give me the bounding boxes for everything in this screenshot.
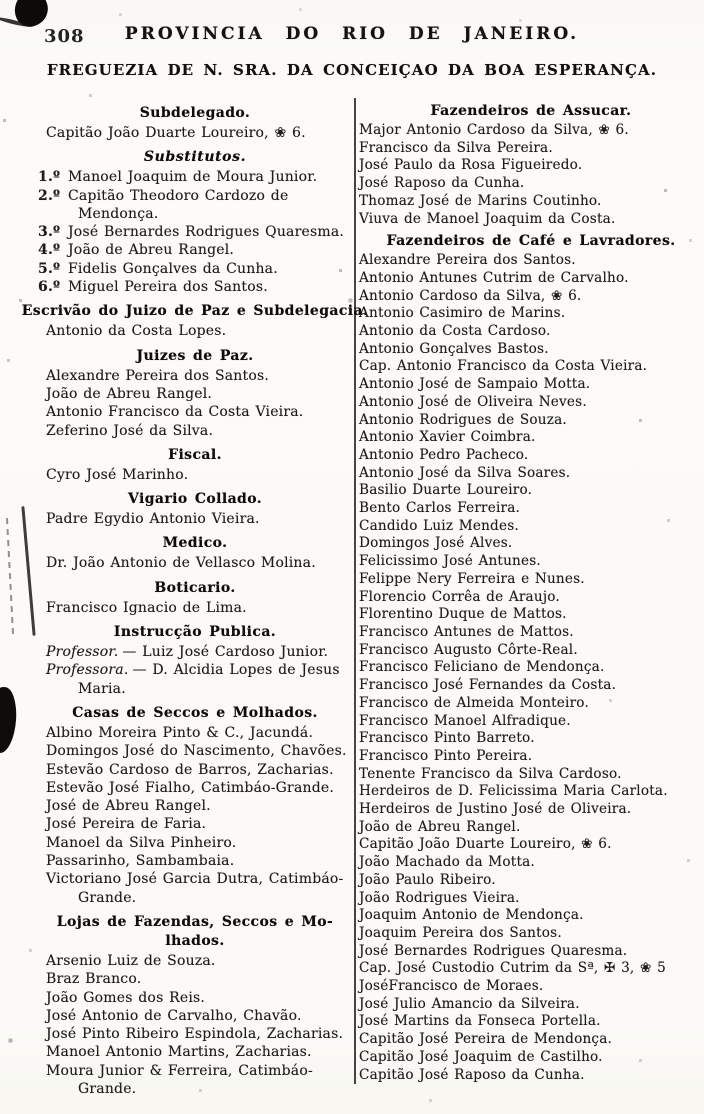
list-item xyxy=(36,510,354,528)
list-item xyxy=(359,122,703,140)
list-item xyxy=(36,1025,354,1043)
list-item xyxy=(36,385,354,403)
list-item xyxy=(36,834,354,852)
item-text: Joaquim Antonio de Mendonça. xyxy=(359,907,584,924)
item-number: 2.º xyxy=(38,187,61,204)
list-item xyxy=(359,270,703,288)
item-text: Francisco Pinto Barreto. xyxy=(359,730,535,747)
list-item xyxy=(359,624,703,642)
list-item xyxy=(36,815,354,833)
item-text: Francisco Antunes de Mattos. xyxy=(359,623,574,640)
item-text: Joaquim Pereira dos Santos. xyxy=(359,924,562,941)
item-text: Alexandre Pereira dos Santos. xyxy=(46,367,270,384)
list-item xyxy=(36,870,354,907)
item-number: 6.º xyxy=(38,279,61,296)
item-text: Miguel Pereira dos Santos. xyxy=(68,279,268,296)
list-item xyxy=(359,465,703,483)
list-item xyxy=(359,659,703,677)
item-text: Domingos José do Nascimento, Chavões. xyxy=(46,743,347,760)
item-text: Zeferino José da Silva. xyxy=(46,422,214,439)
list-item xyxy=(359,500,703,518)
item-text: Moura Junior & Ferreira, Catimbáo-Grande. xyxy=(46,1062,313,1097)
item-text: — D. Alcidia Lopes de Jesus Maria. xyxy=(78,662,340,697)
list-item xyxy=(36,599,354,617)
list-item xyxy=(359,535,703,553)
item-text: Antonio Gonçalves Bastos. xyxy=(359,340,549,357)
page-title: FREGUEZIA DE N. SRA. DA CONCEIÇAO DA BOA ESPERANÇA. xyxy=(46,61,658,79)
list-item xyxy=(36,187,354,224)
item-text: Passarinho, Sambambaia. xyxy=(46,853,235,870)
list-item xyxy=(36,168,354,186)
list-item xyxy=(36,1043,354,1061)
section-heading: Fazendeiros de Café e Lavradores. xyxy=(386,233,676,250)
list-item xyxy=(359,978,703,996)
item-text: Capitão José Pereira de Mendonça. xyxy=(359,1031,613,1048)
list-item xyxy=(359,288,703,306)
item-role-label: Professora. xyxy=(46,662,129,679)
item-text: Major Antonio Cardoso da Silva, ❀ 6. xyxy=(359,122,629,138)
item-text: Francisco José Fernandes da Costa. xyxy=(359,677,617,694)
item-text: José Pinto Ribeiro Espindola, Zacharias. xyxy=(46,1026,344,1043)
list-item xyxy=(359,323,703,341)
ink-stroke-icon xyxy=(21,506,35,636)
list-item xyxy=(36,322,354,340)
list-item xyxy=(36,466,354,484)
item-text: Albino Moreira Pinto & C., Jacundá. xyxy=(46,724,314,741)
item-text: Francisco Ignacio de Lima. xyxy=(46,599,247,616)
item-text: Capitão José Joaquim de Castilho. xyxy=(359,1048,603,1065)
item-text: Tenente Francisco da Silva Cardoso. xyxy=(359,765,622,782)
paper-speckles xyxy=(0,0,1,1)
list-item xyxy=(359,872,703,890)
item-text: José Julio Amancio da Silveira. xyxy=(359,995,580,1012)
item-text: João Paulo Ribeiro. xyxy=(359,871,496,888)
item-text: José Pereira de Faria. xyxy=(46,816,207,833)
item-text: João de Abreu Rangel. xyxy=(359,818,521,835)
section-heading: Fazendeiros de Assucar. xyxy=(430,103,632,119)
item-text: Florencio Corrêa de Araujo. xyxy=(359,588,560,605)
item-text: Antonio Antunes Cutrim de Carvalho. xyxy=(359,269,629,286)
item-text: João de Abreu Rangel. xyxy=(68,242,235,259)
item-text: José Paulo da Rosa Figueiredo. xyxy=(359,157,583,174)
list-item xyxy=(359,252,703,270)
item-text: José Raposo da Cunha. xyxy=(359,175,525,192)
item-text: Bento Carlos Ferreira. xyxy=(359,500,521,517)
item-text: Alexandre Pereira dos Santos. xyxy=(359,252,576,269)
item-text: Antonio Casimiro de Marins. xyxy=(359,305,566,322)
list-item xyxy=(359,589,703,607)
list-item xyxy=(359,996,703,1014)
item-text: Arsenio Luiz de Souza. xyxy=(46,952,216,969)
item-text: Francisco Augusto Côrte-Real. xyxy=(359,641,578,658)
item-text: Fidelis Gonçalves da Cunha. xyxy=(68,260,278,277)
list-item xyxy=(359,1013,703,1031)
item-text: Antonio José de Sampaio Motta. xyxy=(359,376,591,393)
item-text: Cap. José Custodio Cutrim da Sª, ✠ 3, ❀ 5 xyxy=(359,960,666,977)
list-item xyxy=(359,571,703,589)
list-item xyxy=(36,742,354,760)
item-text: Capitão Theodoro Cardozo de Mendonça. xyxy=(68,187,289,222)
list-item xyxy=(359,801,703,819)
list-item xyxy=(359,819,703,837)
item-text: José de Abreu Rangel. xyxy=(46,798,211,815)
section-heading: lhados. xyxy=(165,932,225,949)
list-item xyxy=(36,643,354,661)
list-item xyxy=(359,943,703,961)
item-text: Antonio Francisco da Costa Vieira. xyxy=(46,404,304,421)
item-text: Felicissimo José Antunes. xyxy=(359,553,541,570)
item-text: Cap. Antonio Francisco da Costa Vieira. xyxy=(359,358,648,375)
item-text: João Machado da Motta. xyxy=(359,854,535,871)
item-number: 1.º xyxy=(38,169,61,186)
item-text: Manoel Antonio Martins, Zacharias. xyxy=(46,1044,312,1061)
list-item xyxy=(36,223,354,241)
item-text: Antonio Pedro Pacheco. xyxy=(359,446,529,463)
list-item xyxy=(36,852,354,870)
section-heading: Subdelegado. xyxy=(139,105,251,121)
list-item xyxy=(359,1031,703,1049)
item-text: José Bernardes Rodrigues Quaresma. xyxy=(68,224,345,241)
list-item xyxy=(359,606,703,624)
section-heading: Lojas de Fazendas, Seccos e Mo- xyxy=(56,913,334,930)
list-item xyxy=(359,925,703,943)
item-text: Basilio Duarte Loureiro. xyxy=(359,482,533,499)
running-title: PROVINCIA DO RIO DE JANEIRO. xyxy=(124,24,580,44)
section-heading: Instrucção Publica. xyxy=(113,624,277,641)
list-item xyxy=(359,713,703,731)
list-item xyxy=(36,779,354,797)
list-item xyxy=(359,642,703,660)
item-text: Manoel Joaquim de Moura Junior. xyxy=(68,169,318,186)
item-text: João Rodrigues Vieira. xyxy=(359,889,520,906)
section-heading: Medico. xyxy=(162,535,228,552)
list-item xyxy=(359,394,703,412)
list-item xyxy=(359,482,703,500)
list-item xyxy=(359,1067,703,1085)
list-item xyxy=(359,211,703,229)
list-item xyxy=(359,429,703,447)
item-text: José Antonio de Carvalho, Chavão. xyxy=(46,1007,302,1024)
item-text: Francisco Feliciano de Mendonça. xyxy=(359,659,605,676)
item-text: Antonio Xavier Coimbra. xyxy=(359,429,536,446)
item-text: Antonio José de Oliveira Neves. xyxy=(359,393,587,410)
item-text: — Luiz José Cardoso Junior. xyxy=(122,644,329,661)
section-heading: Vigario Collado. xyxy=(127,491,263,508)
list-item xyxy=(36,278,354,296)
list-item xyxy=(36,970,354,988)
list-item xyxy=(36,422,354,440)
list-item xyxy=(359,677,703,695)
list-item xyxy=(36,1062,354,1099)
item-text: Estevão José Fialho, Catimbáo-Grande. xyxy=(46,779,335,796)
list-item xyxy=(359,358,703,376)
item-text: Florentino Duque de Mattos. xyxy=(359,606,567,623)
item-number: 5.º xyxy=(38,260,61,277)
item-text: João Gomes dos Reis. xyxy=(46,989,206,1006)
item-text: José Bernardes Rodrigues Quaresma. xyxy=(359,942,628,959)
item-text: Antonio Cardoso da Silva, ❀ 6. xyxy=(359,287,582,304)
item-text: Antonio José da Silva Soares. xyxy=(359,464,571,481)
list-item xyxy=(359,695,703,713)
list-item xyxy=(36,554,354,572)
item-text: Francisco da Silva Pereira. xyxy=(359,139,553,156)
list-item xyxy=(36,761,354,779)
item-text: Antonio da Costa Cardoso. xyxy=(359,323,551,340)
item-text: Herdeiros de D. Felicissima Maria Carlota. xyxy=(359,783,668,800)
item-text: Braz Branco. xyxy=(46,971,142,988)
item-text: Domingos José Alves. xyxy=(359,535,513,552)
item-text: José Martins da Fonseca Portella. xyxy=(359,1013,601,1030)
item-text: Cyro José Marinho. xyxy=(46,466,189,483)
list-item xyxy=(359,305,703,323)
item-text: Capitão José Raposo da Cunha. xyxy=(359,1066,585,1083)
list-item xyxy=(359,341,703,359)
list-item xyxy=(36,260,354,278)
list-item xyxy=(36,1007,354,1025)
item-number: 4.º xyxy=(38,242,61,259)
item-text: Antonio da Costa Lopes. xyxy=(46,323,227,340)
item-text: Dr. João Antonio de Vellasco Molina. xyxy=(46,555,316,572)
item-text: Candido Luiz Mendes. xyxy=(359,517,519,534)
list-item xyxy=(36,241,354,259)
item-number: 3.º xyxy=(38,224,61,241)
list-item xyxy=(36,952,354,970)
list-item xyxy=(359,836,703,854)
item-text: Victoriano José Garcia Dutra, Catimbáo-Grande. xyxy=(46,871,344,906)
list-item xyxy=(359,766,703,784)
list-item xyxy=(359,412,703,430)
list-item xyxy=(359,960,703,978)
list-item xyxy=(359,157,703,175)
list-item xyxy=(36,367,354,385)
list-item xyxy=(359,140,703,158)
list-item xyxy=(359,890,703,908)
item-text: Antonio Rodrigues de Souza. xyxy=(359,411,567,428)
list-item xyxy=(36,124,354,142)
list-item xyxy=(36,797,354,815)
list-item xyxy=(36,989,354,1007)
list-item xyxy=(359,376,703,394)
list-item xyxy=(359,193,703,211)
list-item xyxy=(359,1049,703,1067)
item-text: Francisco de Almeida Monteiro. xyxy=(359,694,589,711)
page-number: 308 xyxy=(44,26,85,47)
section-heading: Fiscal. xyxy=(168,446,222,463)
list-item xyxy=(359,553,703,571)
section-heading: Substitutos. xyxy=(143,149,247,166)
ink-blot-icon xyxy=(0,686,18,754)
item-text: Padre Egydio Antonio Vieira. xyxy=(46,511,260,528)
section-heading: Casas de Seccos e Molhados. xyxy=(72,704,318,721)
item-text: Manoel da Silva Pinheiro. xyxy=(46,834,237,851)
section-heading: Escrivão do Juizo de Paz e Subdelegacia. xyxy=(21,303,369,320)
list-item xyxy=(36,661,354,698)
column-left xyxy=(21,98,369,1098)
item-text: JoséFrancisco de Moraes. xyxy=(359,978,544,995)
list-item xyxy=(359,447,703,465)
item-text: Herdeiros de Justino José de Oliveira. xyxy=(359,801,632,818)
list-item xyxy=(359,907,703,925)
column-right xyxy=(359,98,703,1084)
section-heading: Boticario. xyxy=(154,579,236,596)
list-item xyxy=(36,403,354,421)
item-text: Francisco Manoel Alfradique. xyxy=(359,712,571,729)
item-text: Estevão Cardoso de Barros, Zacharias. xyxy=(46,761,334,778)
item-text: Viuva de Manoel Joaquim da Costa. xyxy=(359,210,616,227)
list-item xyxy=(359,748,703,766)
list-item xyxy=(359,854,703,872)
item-text: Capitão João Duarte Loureiro, ❀ 6. xyxy=(359,836,612,853)
list-item xyxy=(359,518,703,536)
item-text: Felippe Nery Ferreira e Nunes. xyxy=(359,570,585,587)
list-item xyxy=(359,175,703,193)
list-item xyxy=(36,724,354,742)
item-text: João de Abreu Rangel. xyxy=(46,385,213,402)
list-item xyxy=(359,783,703,801)
item-role-label: Professor. xyxy=(46,644,119,661)
item-text: Thomaz José de Marins Coutinho. xyxy=(359,192,602,209)
item-text: Capitão João Duarte Loureiro, ❀ 6. xyxy=(46,125,306,141)
section-heading: Juizes de Paz. xyxy=(136,347,254,364)
item-text: Francisco Pinto Pereira. xyxy=(359,747,533,764)
list-item xyxy=(359,730,703,748)
